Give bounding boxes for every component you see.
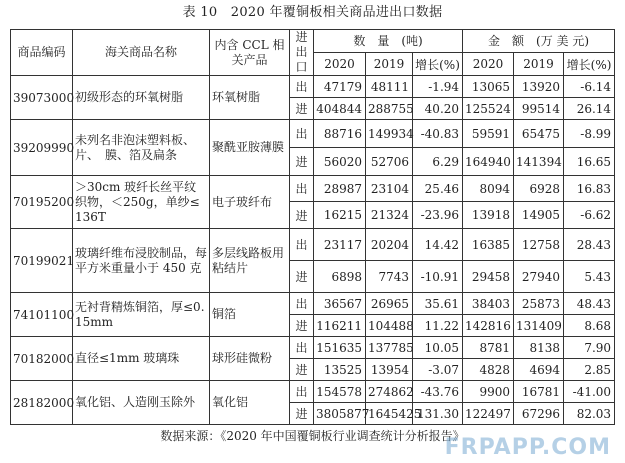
amt-2019-cell: 4694 [514,359,564,381]
qty-growth-cell: 40.20 [413,98,463,120]
amt-growth-cell: 2.85 [564,359,615,381]
qty-2019-cell: 21324 [366,202,413,229]
qty-2019-cell: 13954 [366,359,413,381]
commodity-name: ＞30cm 玻纤长丝平纹织物，＜250g，单纱≤136T [73,176,210,229]
amt-2019-cell: 67296 [514,403,564,425]
qty-2020-cell: 23117 [314,229,366,261]
commodity-name: 直径≤1mm 玻璃珠 [73,337,210,381]
amt-2020-cell: 4828 [463,359,514,381]
direction-cell: 出 [290,120,314,148]
direction-cell: 进 [290,202,314,229]
amt-2019-cell: 13920 [514,76,564,98]
commodity-code: 28182000 [11,381,73,425]
commodity-code: 39073000 [11,76,73,120]
ccl-product: 氧化铝 [210,381,290,425]
qty-growth-cell: 6.29 [413,148,463,176]
data-source: 数据来源：《2020 年中国覆铜板行业调查统计分析报告》 [160,429,465,443]
header-amount: 金 额 (万 美 元) [463,30,615,53]
amt-2019-cell: 65475 [514,120,564,148]
amt-2020-cell: 164940 [463,148,514,176]
qty-2019-cell: 20204 [366,229,413,261]
header-qty-2019: 2019 [366,53,413,76]
table-row [11,176,615,202]
qty-2019-cell: 26965 [366,293,413,315]
table-row [11,120,615,148]
table-row [11,229,615,261]
qty-2019-cell: 48111 [366,76,413,98]
amt-growth-cell: 82.03 [564,403,615,425]
qty-growth-cell: -1.94 [413,76,463,98]
amt-2020-cell: 16385 [463,229,514,261]
qty-2019-cell: 23104 [366,176,413,202]
direction-cell: 出 [290,337,314,359]
commodity-name: 玻璃纤维布浸胶制品，每平方米重量小于 450 克 [73,229,210,293]
qty-2020-cell: 116211 [314,315,366,337]
amt-growth-cell: 28.43 [564,229,615,261]
amt-growth-cell: 16.65 [564,148,615,176]
amt-growth-cell: -6.14 [564,76,615,98]
qty-2020-cell: 47179 [314,76,366,98]
qty-growth-cell: 14.42 [413,229,463,261]
amt-2019-cell: 14905 [514,202,564,229]
watermark-logo: FRPAPP.COM [444,435,611,460]
header-qty-growth: 增长(%) [413,53,463,76]
commodity-code: 74101100 [11,293,73,337]
ccl-product: 多层线路板用粘结片 [210,229,290,293]
qty-2020-cell: 404844 [314,98,366,120]
amt-2020-cell: 29458 [463,261,514,293]
header-code: 商品编码 [11,30,73,76]
header-quantity: 数 量 (吨) [314,30,463,53]
qty-2019-cell: 7743 [366,261,413,293]
direction-cell: 进 [290,98,314,120]
amt-2020-cell: 13918 [463,202,514,229]
ccl-product: 电子玻纤布 [210,176,290,229]
qty-2020-cell: 88716 [314,120,366,148]
direction-cell: 进 [290,315,314,337]
header-name: 海关商品名称 [73,30,210,76]
amt-2019-cell: 6928 [514,176,564,202]
amt-growth-cell: 16.83 [564,176,615,202]
qty-2020-cell: 16215 [314,202,366,229]
table-row [11,337,615,359]
qty-2020-cell: 56020 [314,148,366,176]
amt-growth-cell: 48.43 [564,293,615,315]
ccl-product: 环氧树脂 [210,76,290,120]
amt-2020-cell: 13065 [463,76,514,98]
commodity-code: 70195200 [11,176,73,229]
table-row [11,293,615,315]
qty-growth-cell: 10.05 [413,337,463,359]
amt-growth-cell: 7.90 [564,337,615,359]
qty-2019-cell: 274862 [366,381,413,403]
amt-2020-cell: 122497 [463,403,514,425]
qty-growth-cell: -3.07 [413,359,463,381]
amt-2019-cell: 27940 [514,261,564,293]
amt-2020-cell: 9900 [463,381,514,403]
qty-2019-cell: 104488 [366,315,413,337]
table-caption: 表 10 2020 年覆铜板相关商品进出口数据 [182,5,443,20]
qty-2020-cell: 151635 [314,337,366,359]
amt-growth-cell: 26.14 [564,98,615,120]
ccl-product: 聚酰亚胺薄膜 [210,120,290,176]
commodity-name: 未列名非泡沫塑料板、片、 膜、箔及扁条 [73,120,210,176]
qty-growth-cell: 35.61 [413,293,463,315]
qty-growth-cell: 11.22 [413,315,463,337]
qty-2019-cell: 288755 [366,98,413,120]
commodity-code: 39209990 [11,120,73,176]
amt-2020-cell: 38403 [463,293,514,315]
amt-2019-cell: 25873 [514,293,564,315]
ccl-product: 球形硅微粉 [210,337,290,381]
amt-2019-cell: 141394 [514,148,564,176]
amt-2019-cell: 131409 [514,315,564,337]
direction-cell: 出 [290,293,314,315]
qty-growth-cell: -43.76 [413,381,463,403]
direction-cell: 出 [290,76,314,98]
qty-growth-cell: 131.30 [413,403,463,425]
table-row [11,381,615,403]
header-amt-2020: 2020 [463,53,514,76]
trade-table [10,29,615,425]
amt-2019-cell: 16781 [514,381,564,403]
amt-growth-cell: -8.99 [564,120,615,148]
header-amt-growth: 增长(%) [564,53,615,76]
qty-growth-cell: -10.91 [413,261,463,293]
direction-cell: 进 [290,359,314,381]
qty-growth-cell: 25.46 [413,176,463,202]
amt-2019-cell: 99514 [514,98,564,120]
amt-2020-cell: 142816 [463,315,514,337]
header-qty-2020: 2020 [314,53,366,76]
qty-growth-cell: -23.96 [413,202,463,229]
direction-cell: 出 [290,381,314,403]
amt-2020-cell: 8094 [463,176,514,202]
amt-2019-cell: 12758 [514,229,564,261]
commodity-code: 70182000 [11,337,73,381]
qty-2020-cell: 13525 [314,359,366,381]
amt-2020-cell: 59591 [463,120,514,148]
qty-2019-cell: 137785 [366,337,413,359]
qty-2020-cell: 28987 [314,176,366,202]
commodity-name: 氧化铝、人造刚玉除外 [73,381,210,425]
commodity-code: 70199021 [11,229,73,293]
amt-growth-cell: -41.00 [564,381,615,403]
amt-growth-cell: -6.62 [564,202,615,229]
qty-2020-cell: 154578 [314,381,366,403]
direction-cell: 进 [290,148,314,176]
direction-cell: 进 [290,403,314,425]
amt-growth-cell: 8.68 [564,315,615,337]
commodity-name: 初级形态的环氧树脂 [73,76,210,120]
amt-2019-cell: 8138 [514,337,564,359]
ccl-product: 铜箔 [210,293,290,337]
header-amt-2019: 2019 [514,53,564,76]
amt-2020-cell: 125524 [463,98,514,120]
direction-cell: 出 [290,229,314,261]
qty-2019-cell: 52706 [366,148,413,176]
amt-2020-cell: 8781 [463,337,514,359]
qty-2020-cell: 36567 [314,293,366,315]
direction-cell: 出 [290,176,314,202]
commodity-name: 无衬背精炼铜箔，厚≤0.15mm [73,293,210,337]
table-row [11,76,615,98]
amt-growth-cell: 5.43 [564,261,615,293]
header-ccl: 内含 CCL 相关产品 [210,30,290,76]
header-direction: 进出口 [290,30,314,76]
qty-2019-cell: 149934 [366,120,413,148]
qty-2020-cell: 3805877 [314,403,366,425]
qty-growth-cell: -40.83 [413,120,463,148]
qty-2019-cell: 1645425 [366,403,413,425]
qty-2020-cell: 6898 [314,261,366,293]
direction-cell: 进 [290,261,314,293]
